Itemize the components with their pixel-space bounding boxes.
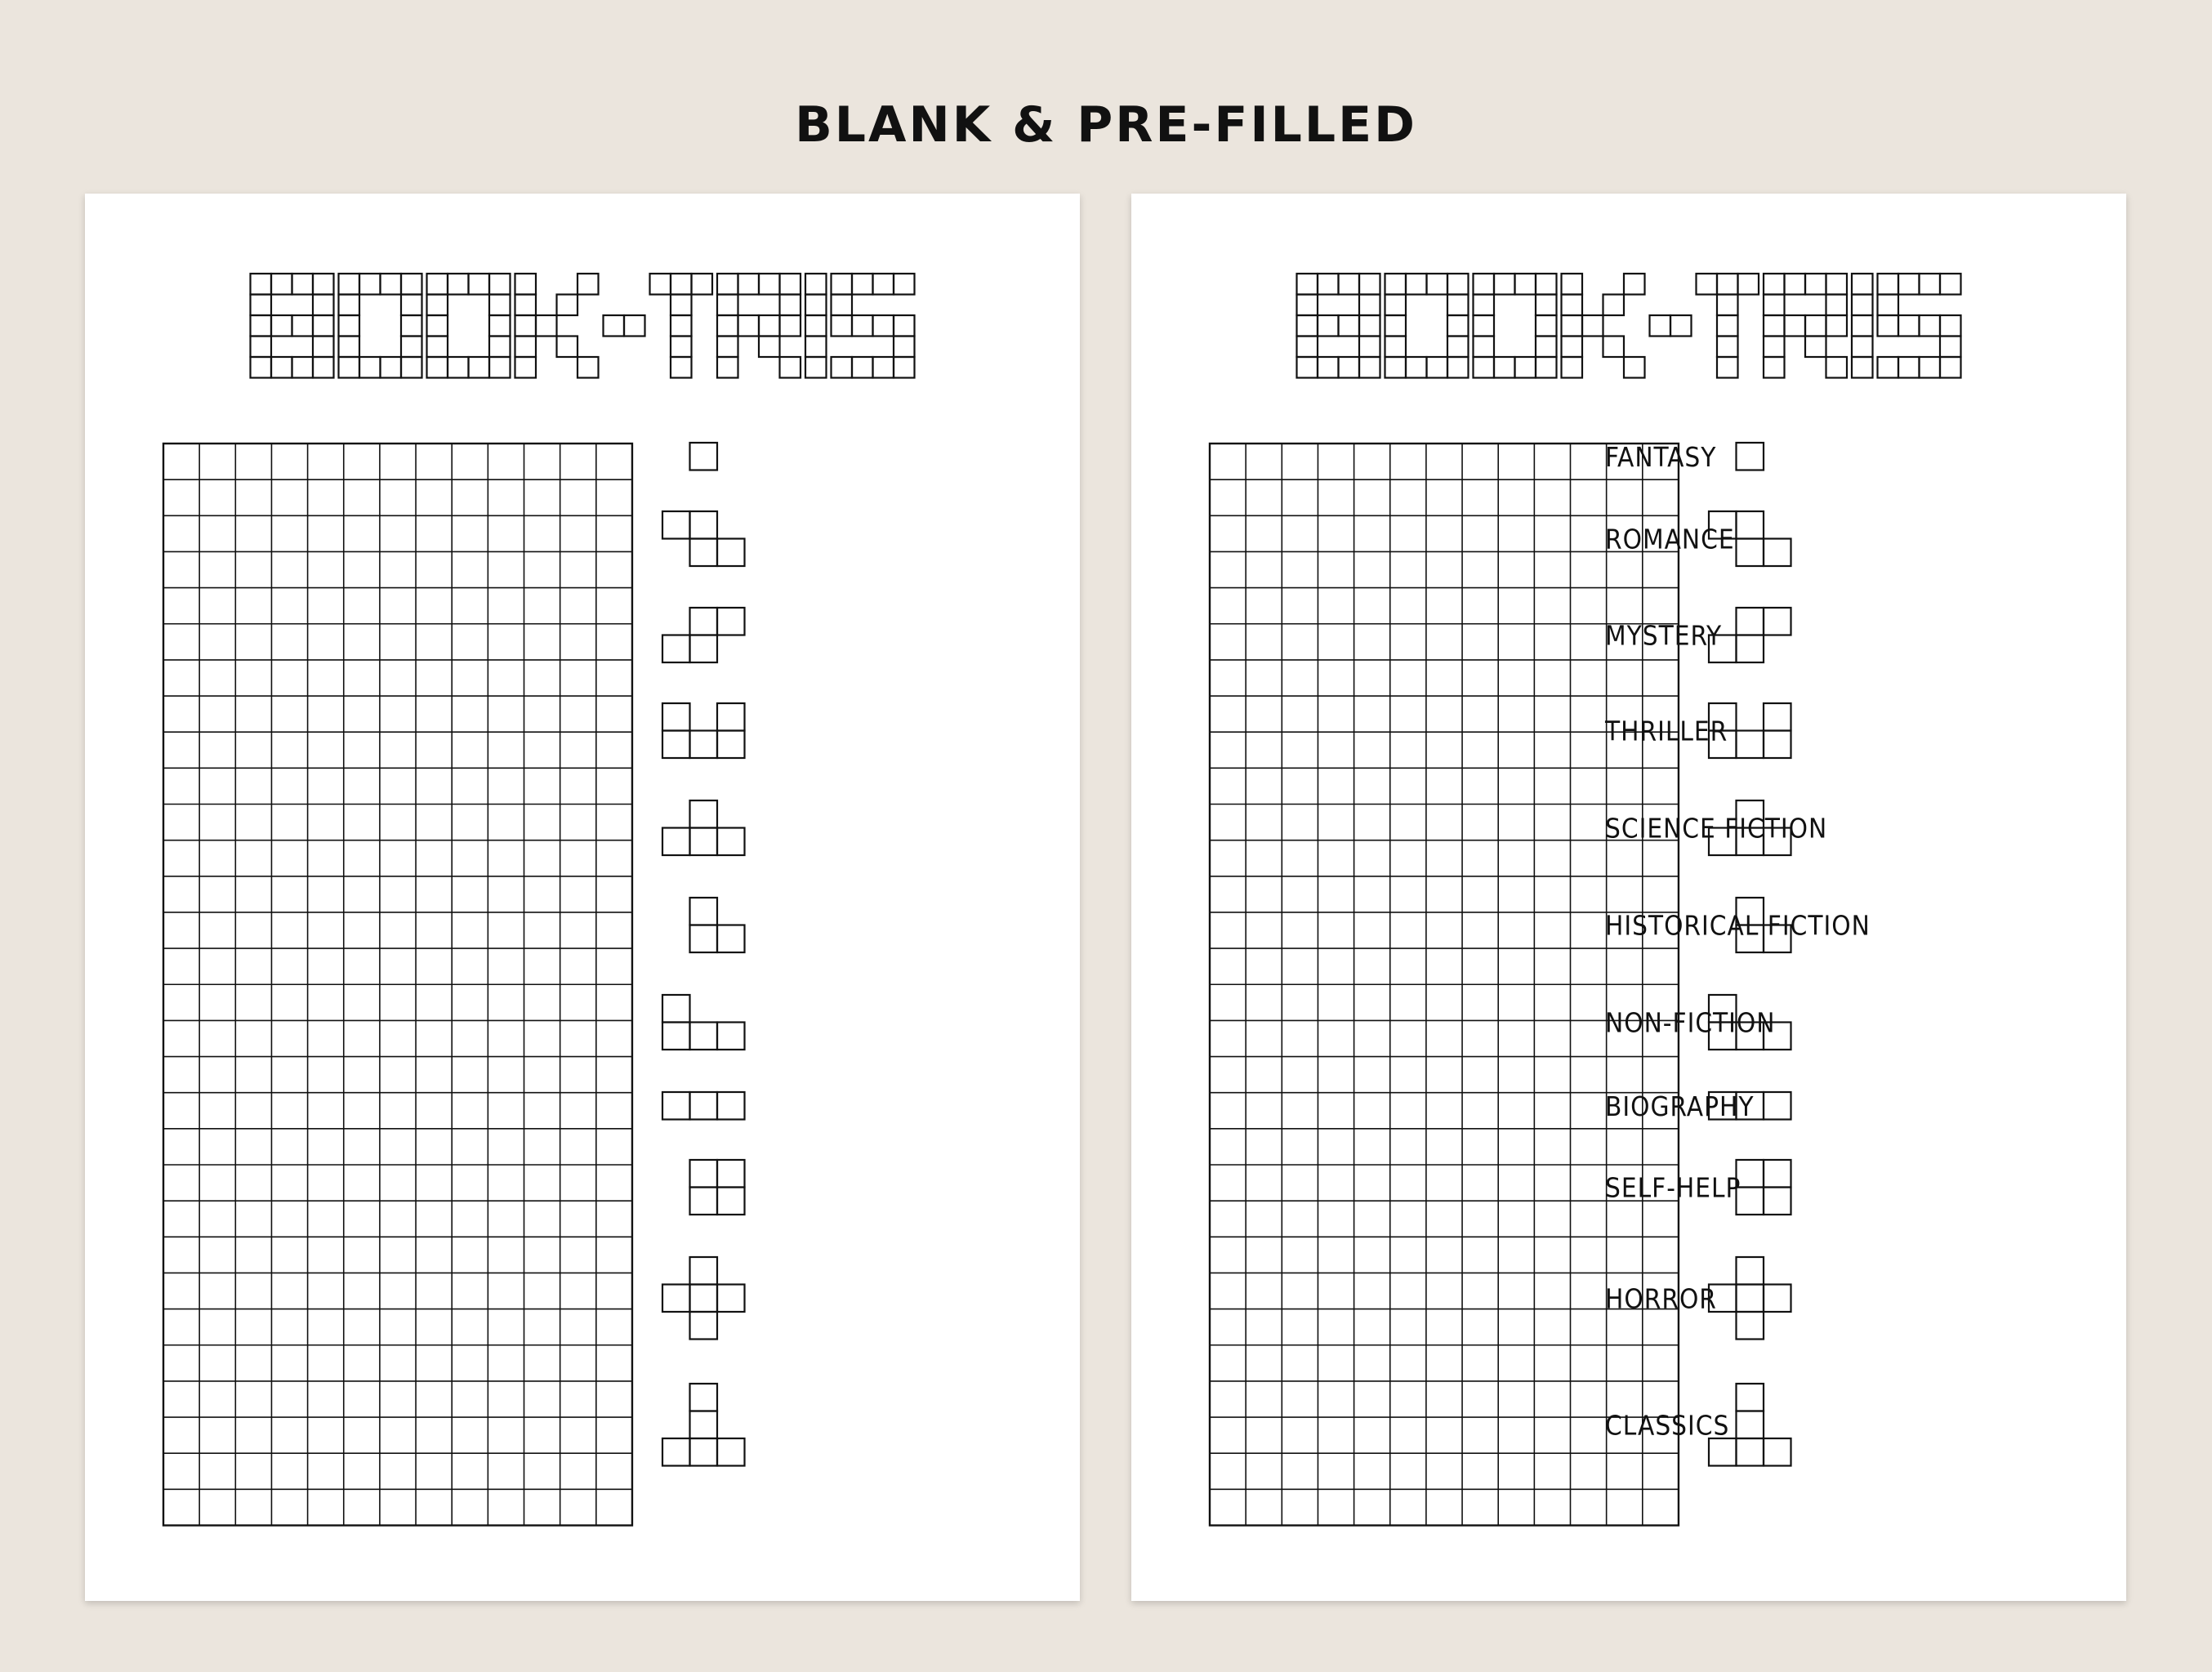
genre-label: CLASSICS <box>1605 1409 1730 1442</box>
u-pentomino-icon <box>662 703 745 758</box>
wordmark-block <box>1697 274 1718 295</box>
piece-block <box>690 1092 718 1120</box>
wordmark-block <box>1764 337 1785 358</box>
wordmark-block <box>448 274 469 295</box>
wordmark-block <box>671 295 692 316</box>
wordmark-block <box>1764 315 1785 337</box>
piece-block <box>717 703 745 731</box>
l-tromino-icon <box>690 898 745 952</box>
wordmark-block <box>1494 357 1515 378</box>
wordmark-block <box>1562 295 1583 316</box>
piece-block <box>1737 511 1764 539</box>
wordmark-block <box>427 337 448 358</box>
wordmark-block <box>1764 295 1785 316</box>
wordmark-block <box>1920 357 1941 378</box>
wordmark-block <box>671 357 692 378</box>
j-tetromino-icon <box>1605 995 1791 1050</box>
genre-legend <box>662 443 745 1466</box>
wordmark-block <box>717 315 738 337</box>
wordmark-block <box>717 295 738 316</box>
piece-block <box>690 800 718 828</box>
piece-block <box>717 925 745 953</box>
wordmark-block <box>1474 357 1495 378</box>
wordmark-block <box>1650 315 1671 337</box>
tracking-grid <box>1210 444 1679 1526</box>
wordmark-block <box>671 315 692 337</box>
wordmark-block <box>759 274 780 295</box>
wordmark-block <box>1920 315 1941 337</box>
wordmark-block <box>1385 315 1407 337</box>
wordmark-block <box>401 357 422 378</box>
wordmark-block <box>894 337 915 358</box>
wordmark-block <box>759 337 780 358</box>
s-tetromino-icon <box>662 608 745 662</box>
genre-label: BIOGRAPHY <box>1605 1090 1755 1122</box>
wordmark-block <box>1582 315 1603 337</box>
wordmark-block <box>1826 315 1848 337</box>
wordmark-block <box>1878 357 1899 378</box>
piece-block <box>690 539 718 567</box>
wordmark-block <box>1536 315 1557 337</box>
wordmark-block <box>1474 274 1495 295</box>
piece-block <box>1737 539 1764 567</box>
wordmark-block <box>1515 357 1536 378</box>
wordmark-block <box>1717 357 1738 378</box>
genre-label: SELF-HELP <box>1605 1171 1742 1204</box>
tracking-grid <box>163 444 632 1526</box>
wordmark-block <box>1738 274 1759 295</box>
wordmark-block <box>759 315 780 337</box>
i-tromino-icon <box>662 1092 745 1120</box>
wordmark-block <box>1318 274 1339 295</box>
wordmark-block <box>894 274 915 295</box>
wordmark-block <box>1878 315 1899 337</box>
wordmark-block <box>515 315 537 337</box>
wordmark-block <box>292 274 314 295</box>
wordmark-block <box>271 315 292 337</box>
wordmark-block <box>1474 315 1495 337</box>
piece-block <box>662 703 690 731</box>
wordmark-block <box>1826 295 1848 316</box>
wordmark-block <box>1562 357 1583 378</box>
wordmark-block <box>515 337 537 358</box>
piece-block <box>662 635 690 663</box>
wordmark-block <box>381 274 402 295</box>
wordmark-block <box>780 295 801 316</box>
wordmark-block <box>780 274 801 295</box>
wordmark-block <box>489 315 511 337</box>
wordmark-block <box>1359 295 1380 316</box>
genre-label: HISTORICAL FICTION <box>1605 909 1871 942</box>
wordmark-block <box>292 357 314 378</box>
wordmark-block <box>832 295 853 316</box>
wordmark-block <box>1427 357 1448 378</box>
wordmark-block <box>604 315 625 337</box>
piece-block <box>690 1023 718 1050</box>
piece-block <box>717 608 745 635</box>
wordmark-block <box>1297 337 1318 358</box>
wordmark-block <box>1447 295 1469 316</box>
piece-block <box>690 635 718 663</box>
wordmark-block <box>1898 274 1920 295</box>
piece-block <box>1737 1312 1764 1340</box>
wordmark-block <box>671 337 692 358</box>
wordmark-block <box>313 274 334 295</box>
wordmark-block <box>515 357 537 378</box>
u-pentomino-icon <box>1604 703 1791 758</box>
tall-t-pentomino-icon <box>662 1384 745 1466</box>
wordmark-block <box>489 357 511 378</box>
wordmark-block <box>557 295 578 316</box>
wordmark-block <box>359 357 381 378</box>
wordmark-block <box>557 337 578 358</box>
wordmark-block <box>339 274 360 295</box>
wordmark-block <box>1406 274 1427 295</box>
wordmark-block <box>671 274 692 295</box>
wordmark-block <box>489 274 511 295</box>
wordmark-block <box>251 315 272 337</box>
piece-block <box>717 731 745 759</box>
t-tetromino-icon <box>1605 800 1827 855</box>
wordmark-block <box>1603 295 1625 316</box>
genre-label: NON-FICTION <box>1605 1006 1776 1039</box>
wordmark-block <box>1339 315 1360 337</box>
wordmark-block <box>1359 274 1380 295</box>
wordmark-block <box>738 274 760 295</box>
wordmark-block <box>1717 337 1738 358</box>
wordmark-block <box>650 274 671 295</box>
piece-block <box>662 511 690 539</box>
wordmark-block <box>780 315 801 337</box>
wordmark-block <box>339 315 360 337</box>
wordmark-block <box>1385 295 1407 316</box>
piece-block <box>690 1160 718 1188</box>
piece-block <box>690 1285 718 1313</box>
wordmark-block <box>894 315 915 337</box>
wordmark-block <box>578 274 599 295</box>
wordmark-block <box>401 274 422 295</box>
piece-block <box>717 1438 745 1466</box>
wordmark-block <box>1406 357 1427 378</box>
wordmark-block <box>1826 357 1848 378</box>
piece-block <box>1737 635 1764 663</box>
piece-block <box>690 511 718 539</box>
piece-block <box>1764 1285 1791 1313</box>
wordmark-block <box>1852 315 1873 337</box>
wordmark-block <box>339 337 360 358</box>
piece-block <box>1764 1160 1791 1188</box>
wordmark-block <box>469 357 490 378</box>
wordmark-block <box>1624 274 1645 295</box>
wordmark-block <box>1385 337 1407 358</box>
piece-block <box>1764 539 1791 567</box>
genre-label: SCIENCE FICTION <box>1605 812 1828 845</box>
wordmark-block <box>832 357 853 378</box>
piece-block <box>690 1257 718 1285</box>
wordmark-block <box>717 274 738 295</box>
genre-label: MYSTERY <box>1605 619 1723 652</box>
wordmark-block <box>578 357 599 378</box>
wordmark-block <box>1898 315 1920 337</box>
s-tetromino-icon <box>1605 608 1791 662</box>
piece-block <box>1737 608 1764 635</box>
wordmark-block <box>251 357 272 378</box>
piece-block <box>717 828 745 856</box>
blank-template-page <box>85 194 1080 1601</box>
wordmark-block <box>1385 357 1407 378</box>
piece-block <box>1764 731 1791 759</box>
wordmark-block <box>805 337 827 358</box>
t-tetromino-icon <box>662 800 745 855</box>
wordmark-block <box>1562 274 1583 295</box>
wordmark-block <box>852 357 873 378</box>
wordmark-block <box>1940 315 1961 337</box>
wordmark-block <box>1826 274 1848 295</box>
wordmark-block <box>832 315 853 337</box>
wordmark-block <box>1474 295 1495 316</box>
wordmark-block <box>313 315 334 337</box>
piece-block <box>1737 443 1764 470</box>
wordmark-block <box>1447 274 1469 295</box>
wordmark-block <box>873 315 894 337</box>
wordmark-block <box>1717 295 1738 316</box>
wordmark-block <box>1536 357 1557 378</box>
piece-block <box>662 1285 690 1313</box>
wordmark-block <box>469 274 490 295</box>
wordmark-block <box>339 295 360 316</box>
prefilled-template-sheet <box>1131 194 2126 1601</box>
piece-block <box>1764 1438 1791 1466</box>
wordmark-block <box>1562 315 1583 337</box>
wordmark-block <box>1339 357 1360 378</box>
genre-label: FANTASY <box>1605 440 1717 473</box>
wordmark-block <box>1536 274 1557 295</box>
piece-block <box>1737 1438 1764 1466</box>
piece-block <box>662 1023 690 1050</box>
wordmark-block <box>1474 337 1495 358</box>
wordmark-block <box>1603 337 1625 358</box>
wordmark-block <box>717 357 738 378</box>
wordmark-block <box>717 337 738 358</box>
piece-block <box>690 608 718 635</box>
z-tetromino-icon <box>662 511 745 566</box>
piece-block <box>690 1312 718 1340</box>
wordmark-block <box>1920 274 1941 295</box>
wordmark-block <box>1852 274 1873 295</box>
wordmark-block <box>1852 295 1873 316</box>
piece-block <box>1764 1092 1791 1120</box>
blank-template-sheet <box>85 194 1080 1601</box>
wordmark-block <box>692 274 713 295</box>
piece-block <box>662 731 690 759</box>
wordmark-block <box>1318 315 1339 337</box>
piece-block <box>690 1188 718 1215</box>
wordmark-block <box>313 337 334 358</box>
wordmark-block <box>1878 274 1899 295</box>
wordmark-block <box>515 274 537 295</box>
i-tromino-icon <box>1605 1090 1791 1122</box>
prefilled-template-page <box>1131 194 2126 1601</box>
wordmark-block <box>1940 357 1961 378</box>
piece-block <box>690 1411 718 1439</box>
wordmark-block <box>292 315 314 337</box>
wordmark-block <box>313 357 334 378</box>
wordmark-block <box>780 357 801 378</box>
wordmark-block <box>1339 274 1360 295</box>
wordmark-block <box>1447 357 1469 378</box>
monomino-square-icon <box>1605 441 1764 473</box>
piece-block <box>717 1285 745 1313</box>
wordmark-block <box>1359 357 1380 378</box>
wordmark-logo <box>251 274 915 378</box>
o-tetromino-icon <box>690 1160 745 1215</box>
piece-block <box>1709 1438 1737 1466</box>
wordmark-block <box>894 357 915 378</box>
wordmark-block <box>1670 315 1692 337</box>
wordmark-block <box>339 357 360 378</box>
wordmark-block <box>427 357 448 378</box>
wordmark-block <box>852 315 873 337</box>
wordmark-block <box>1764 357 1785 378</box>
wordmark-block <box>251 274 272 295</box>
piece-block <box>1737 1257 1764 1285</box>
wordmark-block <box>832 274 853 295</box>
plus-pentomino-icon <box>1605 1257 1791 1340</box>
piece-block <box>662 995 690 1023</box>
piece-block <box>690 443 718 470</box>
genre-label: ROMANCE <box>1605 523 1735 555</box>
wordmark-block <box>427 274 448 295</box>
wordmark-block <box>1785 274 1806 295</box>
piece-block <box>717 1092 745 1120</box>
wordmark-block <box>1536 337 1557 358</box>
piece-block <box>1764 608 1791 635</box>
wordmark-block <box>427 295 448 316</box>
j-tetromino-icon <box>662 995 745 1050</box>
wordmark-block <box>873 274 894 295</box>
l-tromino-icon <box>1605 898 1871 952</box>
wordmark-block <box>1898 357 1920 378</box>
wordmark-block <box>805 357 827 378</box>
piece-block <box>662 1092 690 1120</box>
wordmark-block <box>1359 315 1380 337</box>
wordmark-block <box>448 357 469 378</box>
wordmark-block <box>401 295 422 316</box>
wordmark-block <box>313 295 334 316</box>
wordmark-block <box>271 357 292 378</box>
wordmark-logo <box>1297 274 1961 378</box>
wordmark-block <box>1297 295 1318 316</box>
piece-block <box>1764 1188 1791 1215</box>
wordmark-block <box>1297 315 1318 337</box>
piece-block <box>690 1384 718 1411</box>
wordmark-block <box>489 337 511 358</box>
wordmark-block <box>1297 357 1318 378</box>
wordmark-block <box>1494 274 1515 295</box>
piece-block <box>662 1438 690 1466</box>
genre-label: HORROR <box>1605 1282 1717 1315</box>
wordmark-block <box>738 315 760 337</box>
piece-block <box>717 1160 745 1188</box>
monomino-square-icon <box>690 443 718 470</box>
piece-block <box>690 898 718 925</box>
wordmark-block <box>1940 337 1961 358</box>
wordmark-block <box>1359 337 1380 358</box>
piece-block <box>690 731 718 759</box>
piece-block <box>690 1438 718 1466</box>
wordmark-block <box>271 274 292 295</box>
wordmark-block <box>251 295 272 316</box>
wordmark-block <box>1717 274 1738 295</box>
wordmark-block <box>1805 274 1826 295</box>
page-title: BLANK & PRE-FILLED <box>795 96 1417 154</box>
wordmark-block <box>1297 274 1318 295</box>
wordmark-block <box>489 295 511 316</box>
wordmark-block <box>805 295 827 316</box>
wordmark-block <box>1447 337 1469 358</box>
piece-block <box>1737 731 1764 759</box>
piece-block <box>717 1023 745 1050</box>
piece-block <box>717 539 745 567</box>
piece-block <box>690 925 718 953</box>
wordmark-block <box>401 337 422 358</box>
genre-label: THRILLER <box>1605 715 1728 747</box>
wordmark-block <box>401 315 422 337</box>
wordmark-block <box>1785 315 1806 337</box>
wordmark-block <box>1624 357 1645 378</box>
piece-block <box>1737 1384 1764 1411</box>
piece-block <box>690 828 718 856</box>
wordmark-block <box>427 315 448 337</box>
wordmark-block <box>251 337 272 358</box>
piece-block <box>1764 703 1791 731</box>
wordmark-block <box>1852 337 1873 358</box>
wordmark-block <box>1515 274 1536 295</box>
piece-block <box>1737 1411 1764 1439</box>
wordmark-block <box>1536 295 1557 316</box>
wordmark-block <box>805 315 827 337</box>
wordmark-block <box>1805 315 1826 337</box>
wordmark-block <box>873 357 894 378</box>
wordmark-block <box>1318 357 1339 378</box>
wordmark-block <box>1427 274 1448 295</box>
wordmark-block <box>1852 357 1873 378</box>
z-tetromino-icon <box>1605 511 1791 566</box>
piece-block <box>1737 1285 1764 1313</box>
wordmark-block <box>1562 337 1583 358</box>
wordmark-block <box>1940 274 1961 295</box>
wordmark-block <box>624 315 645 337</box>
piece-block <box>717 1188 745 1215</box>
wordmark-block <box>1878 295 1899 316</box>
wordmark-block <box>381 357 402 378</box>
wordmark-block <box>536 315 557 337</box>
wordmark-block <box>515 295 537 316</box>
wordmark-block <box>359 274 381 295</box>
wordmark-block <box>1764 274 1785 295</box>
wordmark-block <box>1805 337 1826 358</box>
plus-pentomino-icon <box>662 1257 745 1340</box>
wordmark-block <box>1717 315 1738 337</box>
wordmark-block <box>1447 315 1469 337</box>
genre-legend <box>1604 441 1871 1466</box>
piece-block <box>662 828 690 856</box>
wordmark-block <box>805 274 827 295</box>
wordmark-block <box>1385 274 1407 295</box>
o-tetromino-icon <box>1605 1160 1791 1215</box>
wordmark-block <box>852 274 873 295</box>
